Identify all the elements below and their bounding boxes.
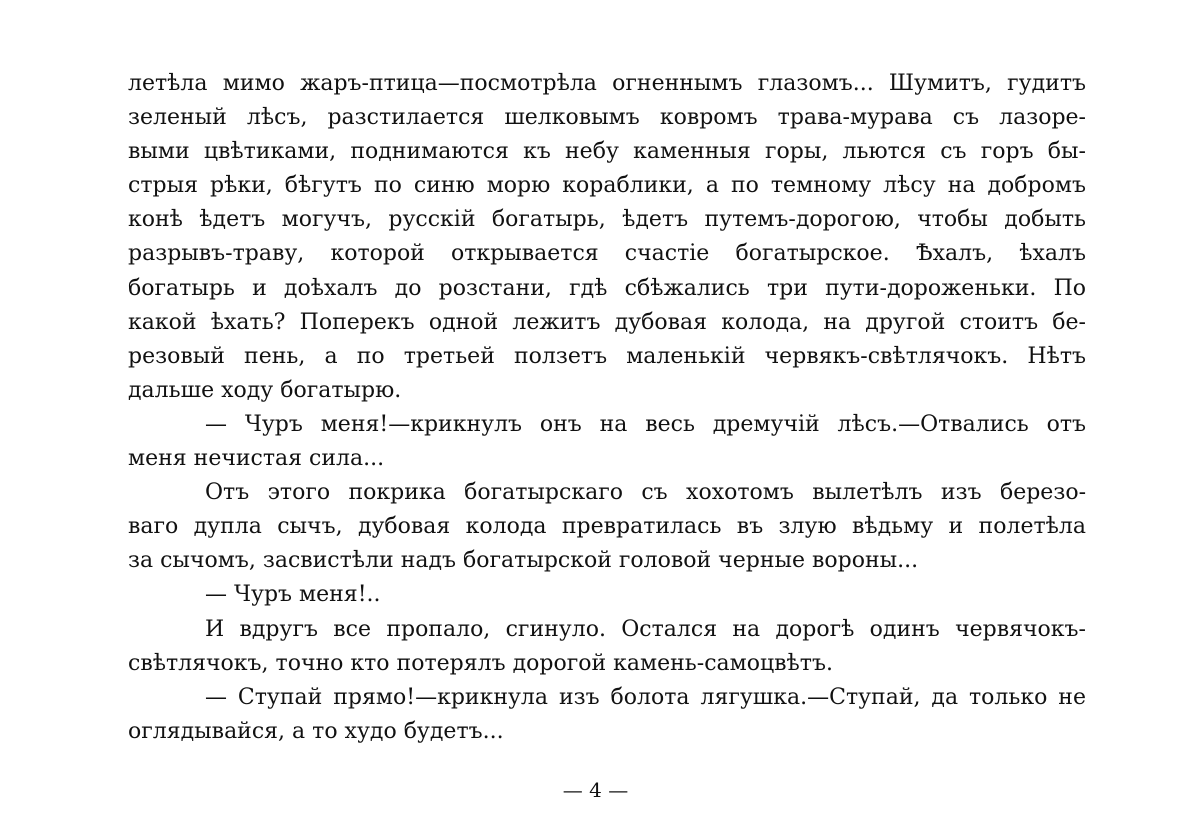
text-line: летѣла мимо жаръ-птица—посмотрѣла огненнымъ глазомъ... Шумитъ, гудитъ bbox=[128, 71, 1086, 96]
text-line: резовый пень, а по третьей ползетъ маленькій червякъ-свѣтлячокъ. Нѣтъ bbox=[128, 343, 1086, 369]
text-line: свѣтлячокъ, точно кто потерялъ дорогой камень-самоцвѣтъ. bbox=[128, 650, 833, 676]
text-line: выми цвѣтиками, поднимаются къ небу каменныя горы, льются съ горъ бы- bbox=[128, 139, 1086, 165]
text-line: конѣ ѣдетъ могучъ, русскій богатырь, ѣдетъ путемъ-дорогою, чтобы добыть bbox=[128, 207, 1086, 233]
text-line: за сычомъ, засвистѣли надъ богатырской головой черные вороны... bbox=[128, 548, 919, 574]
text-line: — Ступай прямо!—крикнула изъ болота лягушка.—Ступай, да только не bbox=[205, 684, 1086, 710]
text-line: богатырь и доѣхалъ до розстани, гдѣ сбѣжались три пути-дороженьки. По bbox=[128, 275, 1086, 301]
text-line: меня нечистая сила... bbox=[128, 446, 385, 472]
page-number: — 4 — bbox=[562, 778, 629, 802]
text-line: какой ѣхать? Поперекъ одной лежитъ дубовая колода, на другой стоитъ бе- bbox=[128, 309, 1086, 335]
text-line: — Чуръ меня!—крикнулъ онъ на весь дремучій лѣсъ.—Отвались отъ bbox=[205, 411, 1086, 437]
text-line: стрыя рѣки, бѣгутъ по синю морю кораблики, а по темному лѣсу на добромъ bbox=[128, 173, 1086, 199]
text-line: зеленый лѣсъ, разстилается шелковымъ ковромъ трава-мурава съ лазоре- bbox=[128, 105, 1086, 131]
text-line: дальше ходу богатырю. bbox=[128, 377, 402, 403]
text-line: разрывъ-траву, которой открывается счастіе богатырское. Ѣхалъ, ѣхалъ bbox=[128, 241, 1086, 267]
text-line: — Чуръ меня!.. bbox=[205, 582, 381, 608]
body-text bbox=[128, 67, 1086, 749]
text-line: И вдругъ все пропало, сгинуло. Остался на дорогѣ одинъ червячокъ- bbox=[205, 616, 1086, 642]
text-line: Отъ этого покрика богатырскаго съ хохотомъ вылетѣлъ изъ березо- bbox=[205, 480, 1086, 506]
text-line: ваго дупла сычъ, дубовая колода превратилась въ злую вѣдьму и полетѣла bbox=[128, 514, 1086, 540]
text-line: оглядывайся, а то худо будетъ... bbox=[128, 718, 504, 744]
